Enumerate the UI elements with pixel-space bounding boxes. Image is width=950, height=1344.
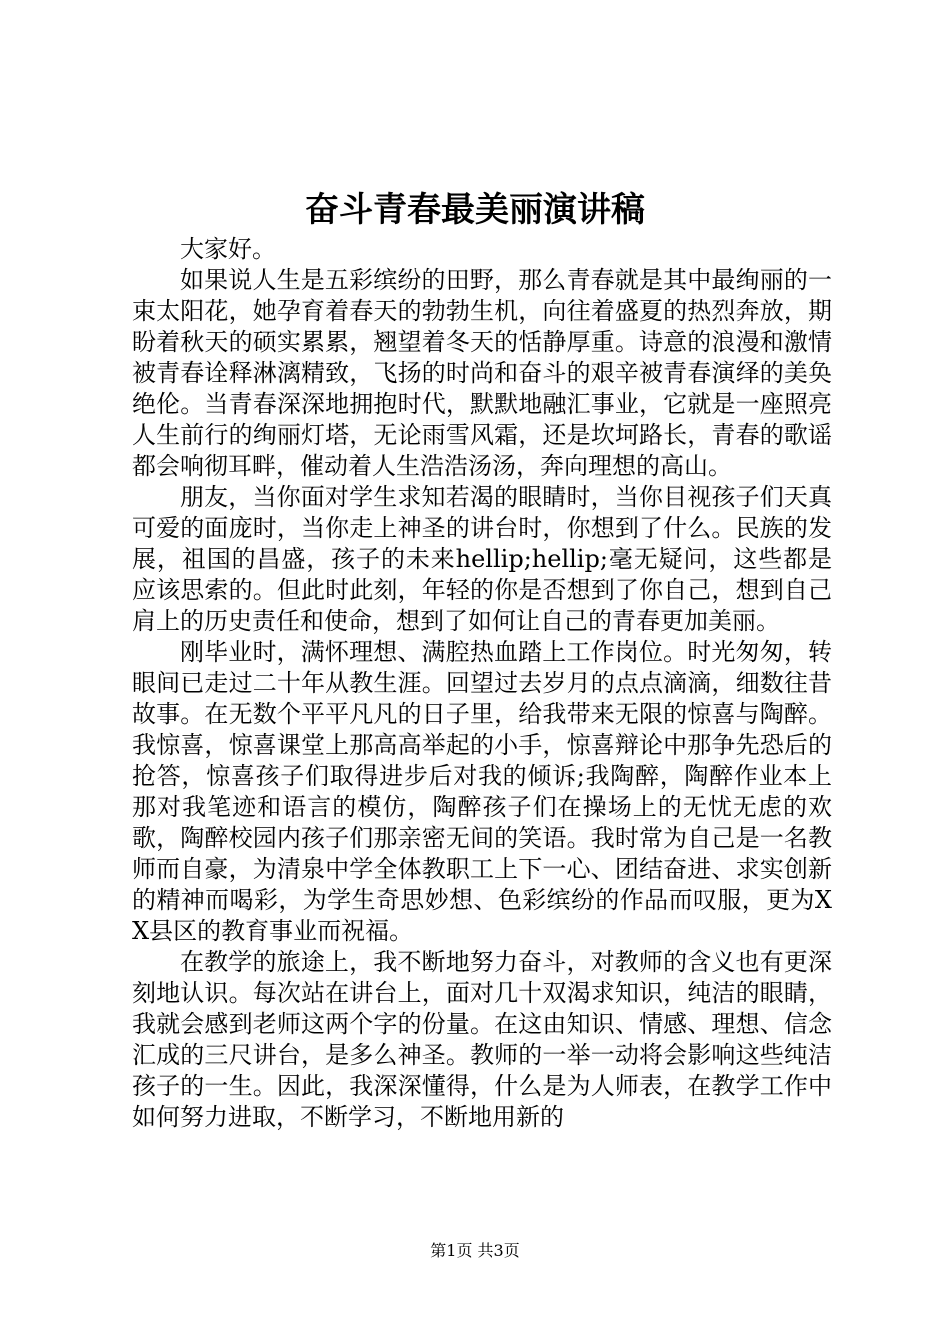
document-body	[132, 234, 832, 1133]
document-title: 奋斗青春最美丽演讲稿	[305, 190, 645, 230]
paragraph-friend-question: 朋友，当你面对学生求知若渴的眼睛时，当你目视孩子们天真可爱的面庞时，当你走上神圣的讲台时，你想到了什么。民族的发展，祖国的昌盛，孩子的未来hellip;hellip;毫无疑问，这些都是应该思索的。但此时此刻，年轻的你是否想到了你自己，想到自己肩上的历史责任和使命，想到了如何让自己的青春更加美丽。	[132, 483, 832, 635]
paragraph-teaching-journey: 在教学的旅途上，我不断地努力奋斗，对教师的含义也有更深刻地认识。每次站在讲台上，面对几十双渴求知识，纯洁的眼睛，我就会感到老师这两个字的份量。在这由知识、情感、理想、信念汇成的三尺讲台，是多么神圣。教师的一举一动将会影响这些纯洁孩子的一生。因此，我深深懂得，什么是为人师表，在教学工作中如何努力进取，不断学习，不断地用新的	[132, 948, 832, 1131]
paragraph-youth-metaphor: 如果说人生是五彩缤纷的田野，那么青春就是其中最绚丽的一束太阳花，她孕育着春天的勃勃生机，向往着盛夏的热烈奔放，期盼着秋天的硕实累累，翘望着冬天的恬静厚重。诗意的浪漫和激情被青春诠释淋漓精致，飞扬的时尚和奋斗的艰辛被青春演绎的美奂绝伦。当青春深深地拥抱时代，默默地融汇事业，它就是一座照亮人生前行的绚丽灯塔，无论雨雪风霜，还是坎坷路长，青春的歌谣都会响彻耳畔，催动着人生浩浩汤汤，奔向理想的高山。	[132, 266, 832, 480]
page-number-footer: 第1页 共3页	[430, 1241, 520, 1260]
paragraph-greeting: 大家好。	[180, 235, 276, 263]
paragraph-career-memories: 刚毕业时，满怀理想、满腔热血踏上工作岗位。时光匆匆，转眼间已走过二十年从教生涯。回望过去岁月的点点滴滴，细数往昔故事。在无数个平平凡凡的日子里，给我带来无限的惊喜与陶醉。我惊喜，惊喜课堂上那高高举起的小手，惊喜辩论中那争先恐后的抢答，惊喜孩子们取得进步后对我的倾诉;我陶醉，陶醉作业本上那对我笔迹和语言的模仿，陶醉孩子们在操场上的无忧无虑的欢歌，陶醉校园内孩子们那亲密无间的笑语。我时常为自己是一名教师而自豪，为清泉中学全体教职工上下一心、团结奋进、求实创新的精神而喝彩，为学生奇思妙想、色彩缤纷的作品而叹服，更为XX县区的教育事业而祝福。	[132, 638, 832, 945]
